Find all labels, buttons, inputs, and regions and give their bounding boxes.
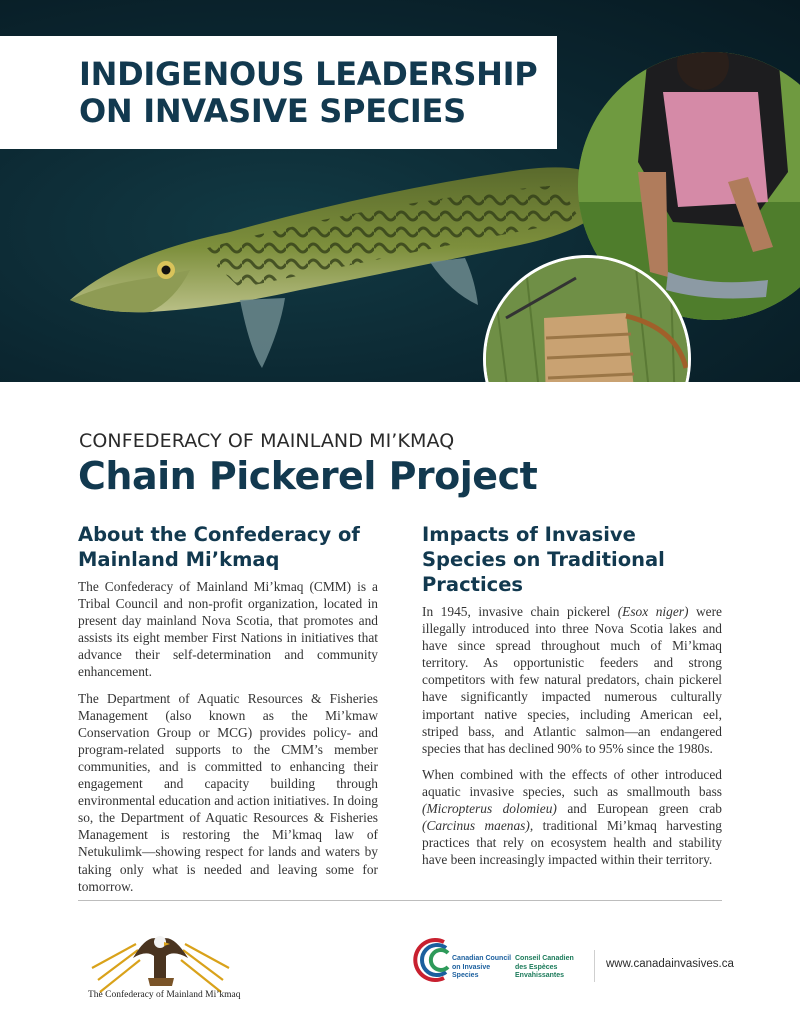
organization-name: CONFEDERACY OF MAINLAND MI’KMAQ	[79, 430, 455, 452]
hero-banner	[0, 0, 800, 382]
project-title: Chain Pickerel Project	[78, 454, 538, 498]
page-title-line-2: ON INVASIVE SPECIES	[79, 92, 466, 130]
species-name-esox: (Esox niger)	[617, 604, 689, 619]
impacts-p1-text-a: In 1945, invasive chain pickerel	[422, 604, 618, 619]
ccis-name-english: Canadian Council on Invasive Species	[452, 955, 512, 979]
impacts-p2-text-a: When combined with the effects of other introduced aquatic invasive species, such as smallmouth bass	[422, 766, 722, 799]
footer-divider-line	[78, 900, 722, 901]
species-name-micropterus: (Micropterus dolomieu)	[422, 801, 557, 817]
footer-vertical-divider	[594, 950, 595, 982]
impacts-p2-text-c: , traditional Mi’kmaq harvesting practices that rely on ecosystem health and stability have been increasingly impacted within their territory.	[422, 818, 722, 868]
about-paragraph-2: The Department of Aquatic Resources & Fisheries Management (also known as the Mi’kmaw Conservation Group or MCG) provides policy- and program-related supports to the CMM’s member communities, and is committed to enhancing their engagement and capacity building through environmental education and action initiatives. In doing so, the Department of Aquatic Resources & Fisheries Management is restoring the Mi’kmaq law of Netukulimk—showing respect for lands and waters by taking only what is needed and leaving some for tomorrow.	[78, 690, 378, 894]
species-name-carcinus: (Carcinus maenas)	[422, 818, 530, 834]
about-section	[78, 522, 378, 904]
about-heading: About the Confederacy of Mainland Mi’kmaq	[78, 523, 360, 571]
impacts-heading: Impacts of Invasive Species on Traditional Practices	[422, 523, 665, 596]
page-title-line-1: INDIGENOUS LEADERSHIP	[79, 55, 538, 93]
impacts-p1-text-b: were illegally introduced into three Nova Scotia lakes and have since spread throughout much of Mi’kmaq territory. As opportunistic feeders and strong competitors with few natural predators, chain pickerel have significantly impacted numerous culturally important native species, including American eel, striped bass, and Atlantic salmon—an endangered species that has declined 90% to 95% since the 1980s.	[422, 604, 723, 756]
website-link[interactable]: www.canadainvasives.ca	[606, 958, 734, 970]
impacts-paragraph-1	[422, 603, 722, 757]
impacts-paragraph-2	[422, 766, 722, 869]
impacts-section	[422, 522, 722, 877]
ccis-name-french: Conseil Canadien des Espèces Envahissantes	[515, 955, 574, 979]
about-paragraph-1: The Confederacy of Mainland Mi’kmaq (CMM) is a Tribal Council and non-profit organization, located in present day mainland Nova Scotia, that promotes and assists its eight member First Nations in initiatives that advance their self-determination and community enhancement.	[78, 579, 378, 680]
cmm-logo-caption: The Confederacy of Mainland Mi’kmaq	[88, 990, 241, 1000]
impacts-p2-text-b: and European green crab	[556, 801, 722, 817]
title-box	[0, 36, 557, 149]
